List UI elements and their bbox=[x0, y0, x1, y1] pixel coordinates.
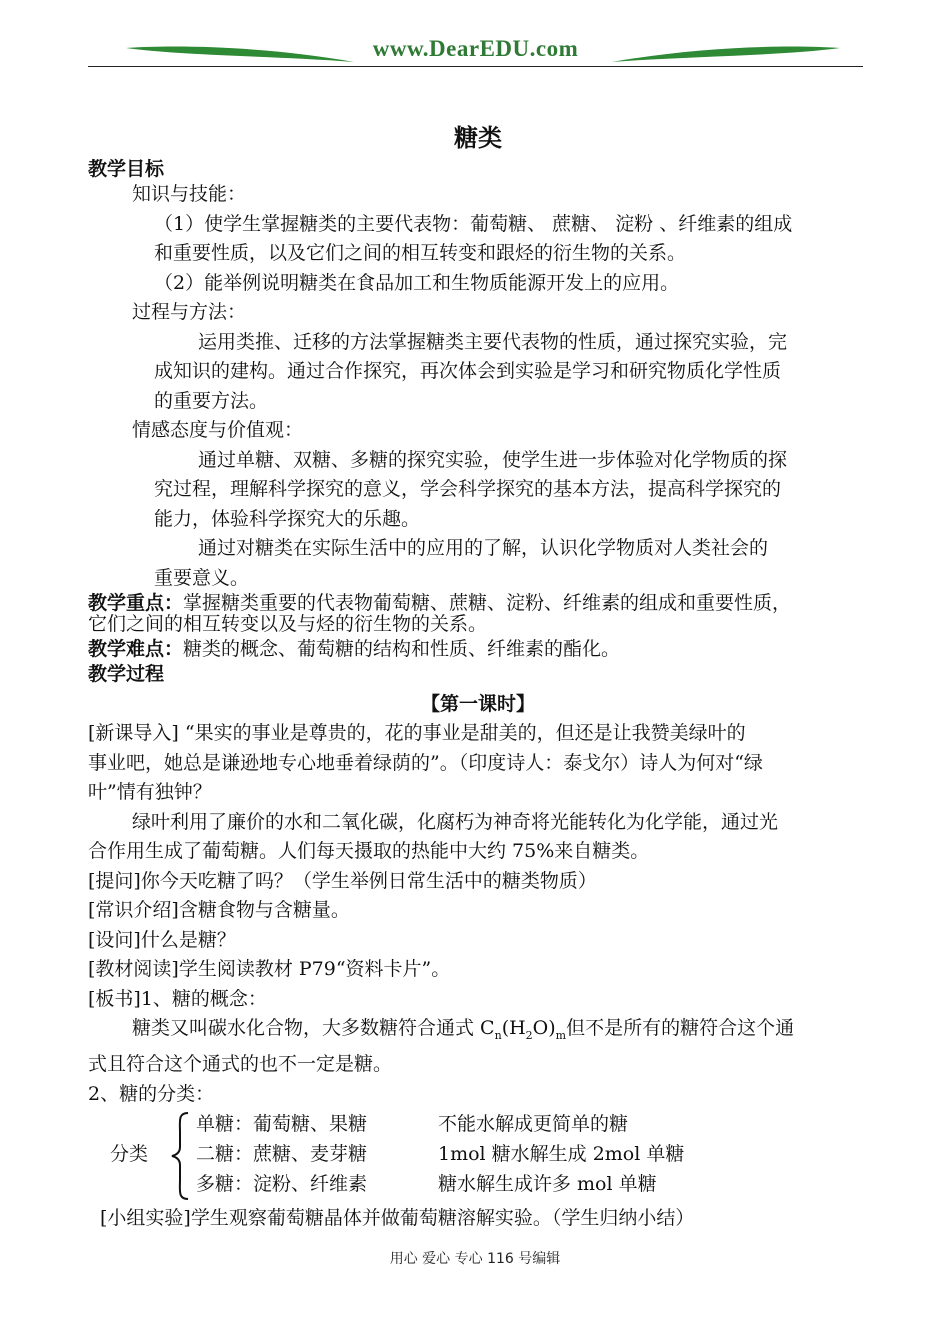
p-line1: 运用类推、迁移的方法掌握糖类主要代表物的性质，通过探究实验，完 bbox=[198, 330, 788, 353]
photo-line2: 合作用生成了葡萄糖。人们每天摄取的热能中大约 75%来自糖类。 bbox=[88, 840, 650, 862]
intro-line1: [新课导入] “果实的事业是尊贵的，花的事业是甜美的，但还是让我赞美绿叶的 bbox=[88, 722, 746, 744]
document-body bbox=[88, 118, 868, 1234]
right-leaf-decoration bbox=[610, 42, 840, 68]
emotion-heading: 情感态度与价值观： bbox=[132, 419, 304, 441]
key-points bbox=[88, 593, 868, 614]
board-line: [板书]1、糖的概念： bbox=[88, 987, 267, 1010]
class-row-name: 多糖：淀粉、纤维素 bbox=[196, 1173, 368, 1196]
page-header bbox=[88, 30, 863, 70]
k2: （2）能举例说明糖类在食品加工和生物质能源开发上的应用。 bbox=[154, 271, 680, 294]
difficulties-label: 教学难点： bbox=[88, 638, 184, 660]
key-points-label: 教学重点： bbox=[88, 592, 184, 614]
header-rule bbox=[88, 66, 863, 67]
key-points-line2: 它们之间的相互转变以及与烃的衍生物的关系。 bbox=[88, 613, 488, 635]
p-line3: 的重要方法。 bbox=[154, 389, 269, 412]
key-points-line1: 掌握糖类重要的代表物葡萄糖、蔗糖、淀粉、纤维素的组成和重要性质， bbox=[183, 592, 792, 614]
formula-o: O) bbox=[532, 1017, 556, 1039]
e1-line1: 通过单糖、双糖、多糖的探究实验，使学生进一步体验对化学物质的探 bbox=[198, 448, 788, 471]
intro-line3: 叶”情有独钟？ bbox=[88, 781, 212, 803]
sub-2: 2 bbox=[525, 1028, 533, 1042]
intro-line2: 事业吧，她总是谦逊地专心地垂着绿荫的”。（印度诗人：泰戈尔）诗人为何对“绿 bbox=[88, 751, 763, 774]
left-brace bbox=[170, 1111, 190, 1201]
process-section-heading: 教学过程 bbox=[88, 663, 165, 685]
class-row-name: 单糖：葡萄糖、果糖 bbox=[196, 1113, 368, 1136]
class-row-desc: 1mol 糖水解生成 2mol 单糖 bbox=[438, 1143, 685, 1166]
definition-text-a: 糖类又叫碳水化合物，大多数糖符合通式 C bbox=[132, 1017, 495, 1039]
knowledge-heading: 知识与技能： bbox=[132, 183, 247, 205]
definition-line1 bbox=[88, 1014, 868, 1050]
sub-m: m bbox=[555, 1028, 567, 1042]
objectives-heading: 教学目标 bbox=[88, 158, 165, 180]
difficulties bbox=[88, 639, 868, 660]
site-brand: www.DearEDU.com bbox=[372, 36, 579, 61]
p-line2: 成知识的建构。通过合作探究，再次体会到实验是学习和研究物质化学性质 bbox=[154, 360, 782, 382]
class-row-desc: 不能水解成更简单的糖 bbox=[438, 1113, 629, 1136]
lesson-heading: 【第一课时】 bbox=[420, 692, 535, 715]
question-line: [提问]你今天吃糖了吗？（学生举例日常生活中的糖类物质） bbox=[88, 869, 597, 892]
classification-block bbox=[88, 1109, 868, 1204]
definition-text-b: 但不是所有的糖符合这个通 bbox=[566, 1017, 795, 1039]
page-title: 糖类 bbox=[454, 124, 502, 152]
photo-line1: 绿叶利用了廉价的水和二氧化碳，化腐朽为神奇将光能转化为化学能，通过光 bbox=[132, 810, 779, 833]
k1-line2: 和重要性质，以及它们之间的相互转变和跟烃的衍生物的关系。 bbox=[154, 242, 687, 264]
process-heading: 过程与方法： bbox=[132, 301, 247, 323]
page-footer: 用心 爱心 专心 116 号编辑 bbox=[389, 1251, 561, 1267]
k1-line1: （1）使学生掌握糖类的主要代表物：葡萄糖、 蔗糖、 淀粉 、纤维素的组成 bbox=[154, 212, 793, 235]
common-knowledge-line: [常识介绍]含糖食物与含糖量。 bbox=[88, 899, 350, 921]
ask-line: [设问]什么是糖？ bbox=[88, 928, 236, 951]
classify-label: 分类 bbox=[110, 1143, 149, 1166]
class-row-desc: 糖水解生成许多 mol 单糖 bbox=[438, 1173, 657, 1196]
e2-line2: 重要意义。 bbox=[154, 566, 250, 589]
definition-line2: 式且符合这个通式的也不一定是糖。 bbox=[88, 1053, 393, 1076]
formula-paren: (H bbox=[501, 1017, 526, 1039]
e2-line1: 通过对糖类在实际生活中的应用的了解，认识化学物质对人类社会的 bbox=[198, 537, 769, 559]
e1-line2: 究过程，理解科学探究的意义，学会科学探究的基本方法，提高科学探究的 bbox=[154, 478, 782, 500]
class-row-name: 二糖：蔗糖、麦芽糖 bbox=[196, 1143, 368, 1166]
reading-line: [教材阅读]学生阅读教材 P79“资料卡片”。 bbox=[88, 958, 451, 980]
group-experiment-line: [小组实验]学生观察葡萄糖晶体并做葡萄糖溶解实验。（学生归纳小结） bbox=[100, 1207, 695, 1230]
e1-line3: 能力，体验科学探究大的乐趣。 bbox=[154, 507, 421, 530]
difficulties-text: 糖类的概念、葡萄糖的结构和性质、纤维素的酯化。 bbox=[183, 638, 621, 660]
classify-heading: 2、糖的分类： bbox=[88, 1082, 215, 1105]
sub-n: n bbox=[494, 1028, 502, 1042]
